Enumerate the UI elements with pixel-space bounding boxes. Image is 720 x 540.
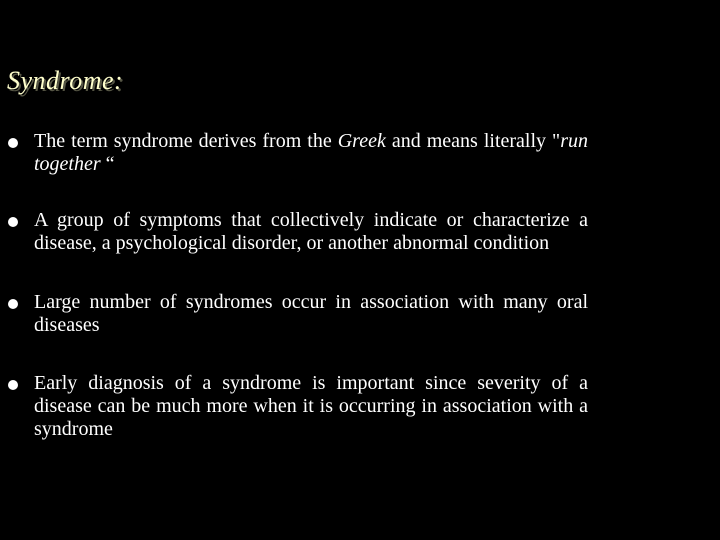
bullet-item-early-diagnosis [8, 372, 588, 441]
bullet-dot-icon [8, 217, 18, 227]
bullet-item-oral-diseases [8, 291, 588, 337]
bullet-dot-icon [8, 380, 18, 390]
bullet-text: Early diagnosis of a syndrome is important since severity of a disease can be much more when it is occurring in association with a syndrome [34, 372, 588, 440]
bullet-dot-icon [8, 138, 18, 148]
text-segment: “ [100, 153, 115, 175]
text-segment: The term syndrome derives from the [34, 130, 338, 152]
bullet-item-term-origin [8, 130, 588, 176]
bullet-text: A group of symptoms that collectively indicate or characterize a disease, a psychological disorder, or another abnormal condition [34, 209, 588, 254]
bullet-item-definition [8, 209, 588, 255]
bullet-text: Large number of syndromes occur in association with many oral diseases [34, 291, 588, 336]
bullet-text [34, 130, 588, 175]
text-segment-italic: Greek [337, 130, 386, 152]
slide-title: Syndrome: [7, 66, 124, 95]
bullet-list [8, 130, 588, 441]
text-segment: and means literally " [385, 130, 561, 152]
bullet-dot-icon [8, 299, 18, 309]
text-segment-italic: run together [34, 130, 588, 175]
